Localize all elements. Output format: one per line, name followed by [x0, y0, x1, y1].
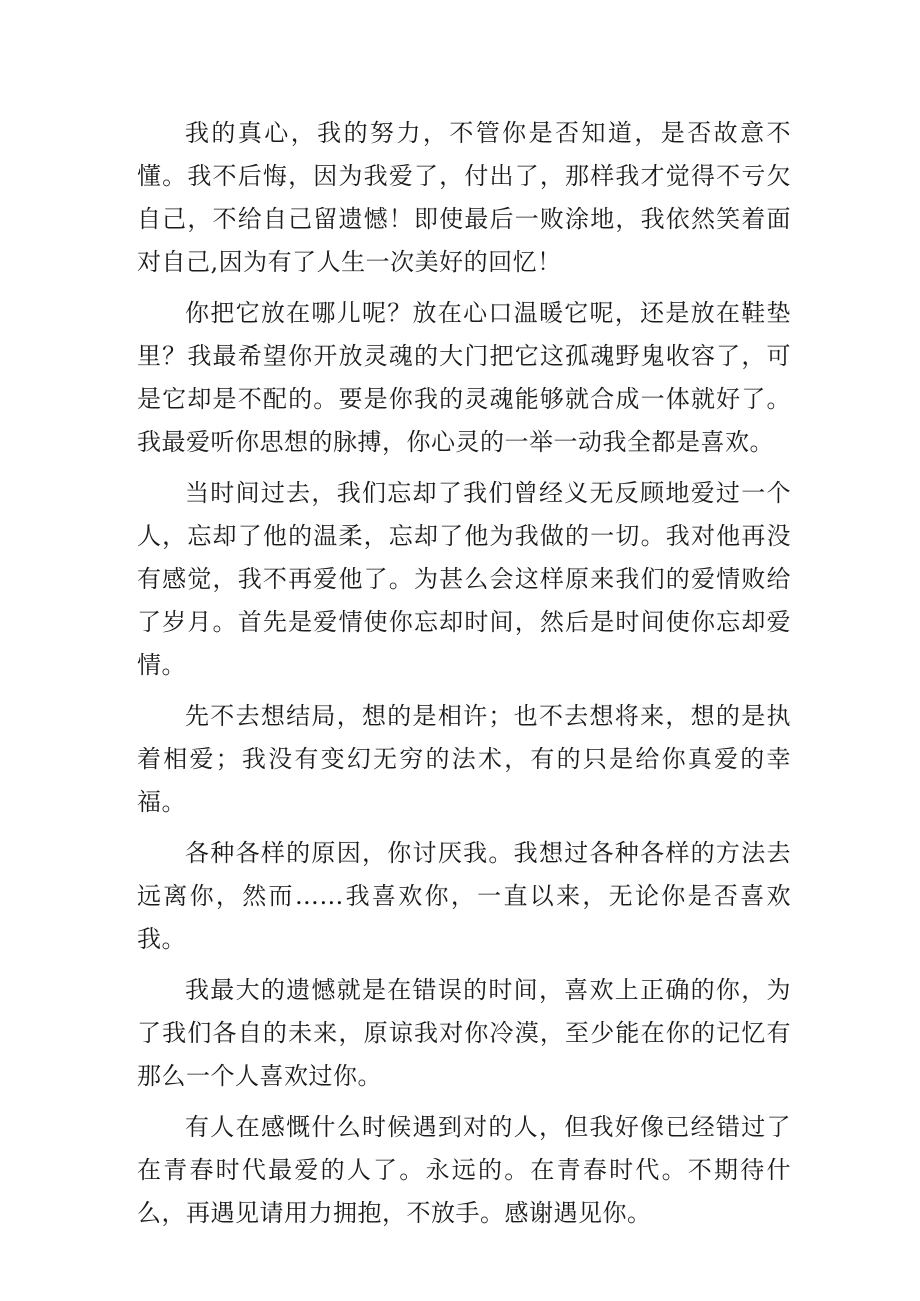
- paragraph-3: 当时间过去，我们忘却了我们曾经义无反顾地爱过一个人，忘却了他的温柔，忘却了他为我做的一切。我对他再没有感觉，我不再爱他了。为甚么会这样原来我们的爱情败给了岁月。首先是爱情使你忘却时间，然后是时间使你忘却爱情。: [137, 479, 791, 679]
- paragraph-4: 先不去想结局，想的是相许；也不去想将来，想的是执着相爱；我没有变幻无穷的法术，有的只是给你真爱的幸福。: [137, 702, 791, 816]
- paragraph-6: 我最大的遗憾就是在错误的时间，喜欢上正确的你，为了我们各自的未来，原谅我对你冷漠，至少能在你的记忆有那么一个人喜欢过你。: [137, 976, 791, 1090]
- paragraph-7: 有人在感慨什么时候遇到对的人，但我好像已经错过了在青春时代最爱的人了。永远的。在青春时代。不期待什么，再遇见请用力拥抱，不放手。感谢遇见你。: [137, 1113, 791, 1227]
- document-page: [137, 112, 791, 1243]
- paragraph-5: 各种各样的原因，你讨厌我。我想过各种各样的方法去远离你，然而……我喜欢你，一直以来，无论你是否喜欢我。: [137, 839, 791, 953]
- paragraph-2: 你把它放在哪儿呢？放在心口温暖它呢，还是放在鞋垫里？我最希望你开放灵魂的大门把它这孤魂野鬼收容了，可是它却是不配的。要是你我的灵魂能够就合成一体就好了。我最爱听你思想的脉搏，你心灵的一举一动我全都是喜欢。: [137, 299, 791, 456]
- paragraph-1: 我的真心，我的努力，不管你是否知道，是否故意不懂。我不后悔，因为我爱了，付出了，那样我才觉得不亏欠自己，不给自己留遗憾！即使最后一败涂地，我依然笑着面对自己,因为有了人生一次美好的回忆！: [137, 119, 791, 276]
